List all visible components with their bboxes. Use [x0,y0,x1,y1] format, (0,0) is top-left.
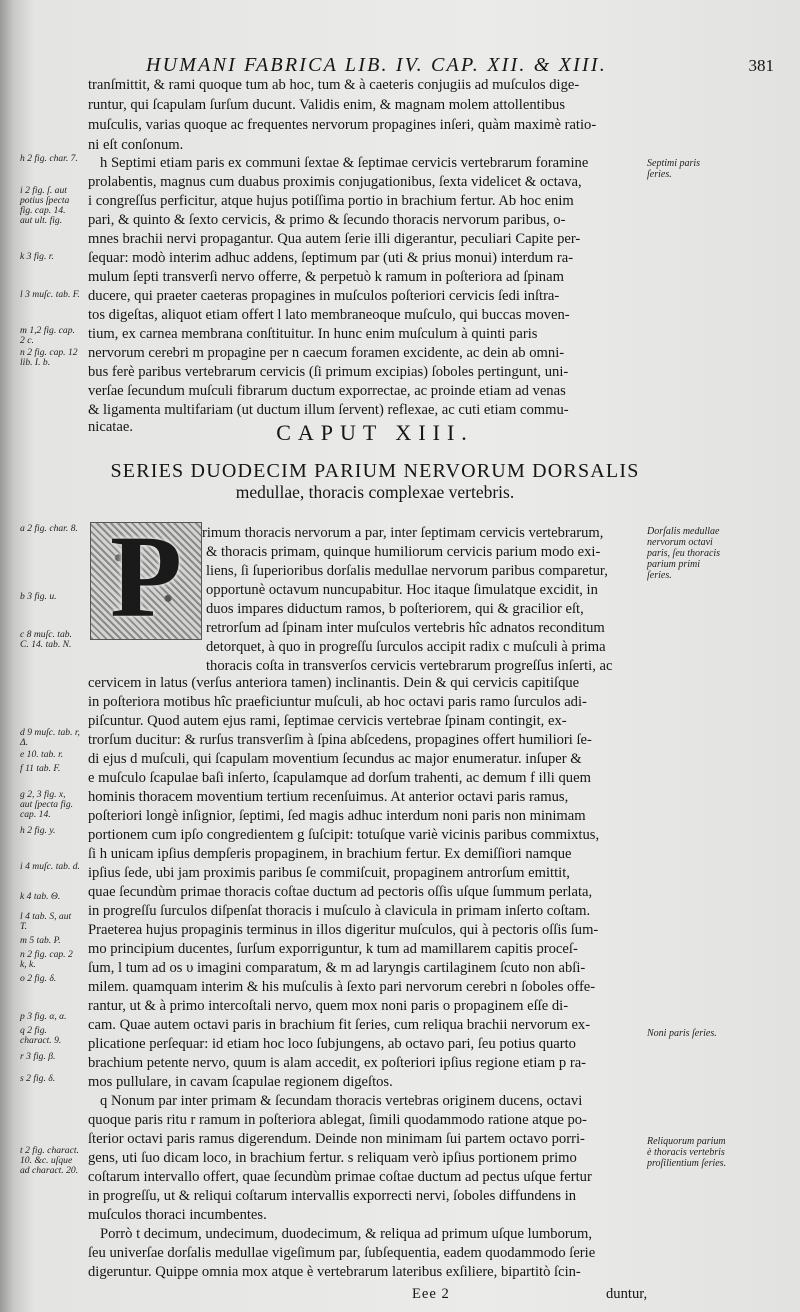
margin-reference: l 3 muſc. tab. F. [20,289,80,300]
text-line: hominis thoracem moventium tertium recenſuimus. At anterior octavi paris ramus, [88,789,569,805]
text-line: in progreſſu ſurculos diſpenſat thoracis i muſculo à clavicula in primam inſerto coſtam. [88,903,591,919]
text-line: mo principium ducentes, ſurſum exporriguntur, k tum ad mamillarem capitis proceſ- [88,941,578,957]
text-line: ipſius ſede, ubi jam proximis paribus ſe commiſcuit, propaginem antrorſum emittit, [88,865,570,881]
margin-summary: Septimi paris ſeries. [647,158,701,180]
text-line: piſcuntur. Quod autem ejus rami, ſeptimae cervicis vertebrae ſpinam contingit, ex- [88,713,567,729]
margin-reference: r 3 fig. β. [20,1051,56,1062]
text-line: detorquet, à quo in progreſſu ſurculos accipit radix c muſculi à prima [206,639,606,655]
margin-reference: h 2 fig. y. [20,825,56,836]
text-line: cam. Quae autem octavi paris in brachium fit ſeries, cum reliqua brachii nervorum ex- [88,1017,591,1033]
margin-reference: f 11 tab. F. [20,763,61,774]
text-line: opportunè octavum nuncupabitur. Hoc itaque ſimulatque excidit, in [206,582,598,598]
text-line: in progreſſu, ut & reliqui coſtarum intervallis exporrecti nervi, ſoboles diffundens in [88,1188,577,1204]
text-line: e muſculo ſcapulae baſi inſerto, ſcapulamque ad dorſum trahenti, ac demum f illi quem [88,770,591,786]
text-line: ni eſt conſonum. [88,137,184,153]
text-line: i congreſſus perficitur, atque hujus potiſſima portio in brachium fertur. Ab hoc enim [88,193,574,209]
text-line: ſequar: modò interim adhuc addens, ſeptimum par (uti & prius monui) interdum ra- [88,250,574,266]
decorated-initial [90,511,202,642]
text-line: mulum ſepti transverſi nervo offerre, & perpetuò k ramum in poſteriora ad ſpinam [88,269,564,285]
text-line: & ligamenta multifariam (ut ductum illum ſervent) reflexae, ac cuti etiam commu- [88,402,569,418]
margin-reference: g 2, 3 fig. x, aut ſpecta fig. cap. 14. [20,789,74,820]
text-line: gens, uti ſuo dicam loco, in brachium fertur. s reliquam verò ipſius portionem primo [88,1150,577,1166]
signature-mark: Eee 2 [412,1286,450,1302]
margin-summary: Dorſalis medullae nervorum octavi paris, ſeu thoracis parium primi ſeries. [647,526,721,581]
margin-reference: q 2 fig. charact. 9. [20,1025,62,1046]
catchword: duntur, [606,1286,648,1302]
text-line: Porrò t decimum, undecimum, duodecimum, & reliqua ad primum uſque lumborum, [100,1226,593,1242]
margin-reference: i 2 fig. ſ. aut potius ſpecta fig. cap. 14. aut ult. fig. [20,185,70,226]
margin-reference: n 2 fig. cap. 2 k, k. [20,949,73,970]
margin-reference: l 4 tab. S, aut T. [20,911,72,932]
margin-reference: o 2 fig. δ. [20,973,57,984]
margin-reference: t 2 fig. charact. 10. &c. uſque ad charact. 20. [20,1145,79,1176]
text-line: trorſum ducitur: & rurſus transverſim à ſpina abſcedens, propagines offert humiliori ſe- [88,732,592,748]
margin-reference: s 2 fig. δ. [20,1073,56,1084]
text-line: mos pullulare, in cavam ſcapulae regionem digeſtos. [88,1074,393,1090]
text-line: bus ferè paribus vertebrarum cervicis (ſi primum excipias) ſoboles pertingunt, uni- [88,364,569,380]
text-line: portionem cum ipſo congredientem g ſuſcipit: totuſque variè vicinis paribus commixtus, [88,827,600,843]
text-line: h Septimi etiam paris ex communi ſextae & ſeptimae cervicis vertebrarum foramine [100,155,589,171]
margin-reference: m 1,2 fig. cap. 2 c. [20,325,75,346]
text-line: prolabentis, magnus cum duabus proximis conjugationibus, ſexta videlicet & octava, [88,174,582,190]
text-line: retrorſum ad ſpinam inter muſculos vertebris hîc adnatos reconditum [206,620,605,636]
chapter-heading: CAPUT XIII. [276,420,474,445]
initial-letter: P [109,511,183,642]
text-line: milem. quamquam interim & his muſculis à ſexto pari nervorum cerebri n ſoboles offe- [88,979,596,995]
text-line: brachium petente nervo, quum is alam accedit, ex poſteriori ipſius regione etiam p ra- [88,1055,587,1071]
chapter-subtitle: SERIES DUODECIM PARIUM NERVORUM DORSALIS [110,460,640,482]
text-line: nervorum cerebri m propagine per n caecum foramen excidente, ac dein ab omni- [88,345,565,361]
text-line: mnes brachii nervi propagantur. Qua autem ſerie illi digerantur, peculiari Capite per- [88,231,581,247]
text-line: muſculos thoraci incumbentes. [88,1207,267,1223]
text-line: di ejus d muſculi, qui ſcapulam moventium ſecundus ac major enumeratur. inſuper & [88,751,582,767]
text-line: nicatae. [88,419,133,435]
text-line: quae ſecundùm primae thoracis coſtae ductum ad pectoris oſſis uſque ſummum perlata, [88,884,593,900]
margin-reference: k 3 fig. r. [20,251,54,262]
text-line: q Nonum par inter primam & ſecundam thoracis vertebras originem ducens, octavi [100,1093,583,1109]
text-line: muſculis, varias quoque ac frequentes nervorum propagines inſeri, quàm maximè ratio- [88,117,597,133]
margin-reference: i 4 muſc. tab. d. [20,861,80,872]
text-line: & thoracis primam, quinque humiliorum cervicis parium modo exi- [206,544,601,560]
text-line: verſae ſecundum muſculi fibrarum ductum exporrectae, ac proinde etiam ad venas [88,383,566,399]
margin-summary: Noni paris ſeries. [647,1028,717,1039]
text-line: rimum thoracis nervorum a par, inter ſeptimam cervicis vertebrarum, [202,525,604,541]
text-line: plicatione perſequar: id etiam hoc loco ſubjungens, ab octavo pari, ſeu potius quarto [88,1036,576,1052]
text-line: liens, ſi ſuperioribus dorſalis medullae nervorum paribus comparetur, [206,563,608,579]
text-line: quoque paris ritu r ramum in poſteriora ablegat, ſimili quodammodo ratione atque po- [88,1112,587,1128]
margin-reference: d 9 muſc. tab. r, Δ. [20,727,80,748]
margin-reference: p 3 fig. α, α. [20,1011,67,1022]
text-line: duos impares diductum ramos, b poſteriorem, qui & gracilior eſt, [206,601,584,617]
margin-reference: n 2 fig. cap. 12 lib. I. b. [20,347,78,368]
text-line: tium, ex carnea membrana conſtituitur. In hunc enim muſculum à quinti paris [88,326,538,342]
text-line: coſtarum intervallo offert, quae ſecundùm primae coſtae ductum ad pectus uſque fertur [88,1169,592,1185]
text-line: rantur, ut & à primo intercoſtali nervo, quem mox noni paris o propaginem eſſe di- [88,998,569,1014]
text-line: tos digeſtas, aliquot etiam offert l lato membraneoque muſculo, qui buccas moven- [88,307,570,323]
margin-reference: a 2 fig. char. 8. [20,523,78,534]
text-line: tranſmittit, & rami quoque tum ab hoc, tum & à caeteris conjugiis ad muſculos dige- [88,77,580,93]
chapter-subtitle-continued: medullae, thoracis complexae vertebris. [235,482,515,502]
text-line: ſeu univerſae dorſalis medullae vigeſimum par, ſubſequentia, eadem quodammodo ſerie [88,1245,596,1261]
text-line: pari, & quinto & ſexto cervicis, & primo & ſecundo thoracis nervorum paribus, o- [88,212,566,228]
text-line: ducere, qui praeter caeteras propagines in muſculos poſteriori cervicis ſedi inſtra- [88,288,560,304]
margin-summary: Reliquorum parium è thoracis vertebris proſilientium ſeries. [647,1136,727,1169]
text-line: cervicem in latus (verſus anteriora tamen) inclinantis. Dein & qui cervicis capitiſque [88,675,580,691]
margin-reference: h 2 fig. char. 7. [20,153,78,164]
margin-reference: e 10. tab. r. [20,749,64,760]
text-line: ſterior octavi paris ramus digerendum. Deinde non minimam ſui partem octavo porri- [88,1131,585,1147]
text-line: ſum, l tum ad os υ imagini comparatum, & m ad laryngis cartilaginem ſcuto non abſi- [88,960,586,976]
running-header [140,54,780,77]
text-line: in poſteriora motibus hîc praeficiuntur muſculi, ab hoc octavi paris ramo ſurculos adi- [88,694,587,710]
margin-reference: k 4 tab. Θ. [20,891,61,902]
text-line: ſi h unicam ipſius dempſeris propaginem, in brachium fertur. Ex demiſſiori namque [88,846,572,862]
text-line: digeruntur. Quippe omnia mox atque è vertebrarum lateribus exſiliere, bipartitò ſcin- [88,1264,581,1280]
text-line: runtur, qui ſcapulam ſurſum ducunt. Validis enim, & magnam molem attollentibus [88,97,566,113]
text-line: poſteriori longè inſignior, ſeptimi, ſed magis adhuc interdum noni paris non minimam [88,808,586,824]
margin-reference: c 8 muſc. tab. C. 14. tab. N. [20,629,72,650]
header-title: HUMANI FABRICA LIB. IV. CAP. XII. & XIII. [146,54,607,76]
text-line: thoracis coſta in transverſos cervicis vertebrarum progreſſus inſerti, ac [206,658,613,674]
page-number: 381 [748,56,774,75]
text-line: Praeterea hujus propaginis terminus in illos digeritur muſculos, qui à pectoris oſſis ſum- [88,922,599,938]
margin-reference: b 3 fig. u. [20,591,57,602]
margin-reference: m 5 tab. P. [20,935,61,946]
